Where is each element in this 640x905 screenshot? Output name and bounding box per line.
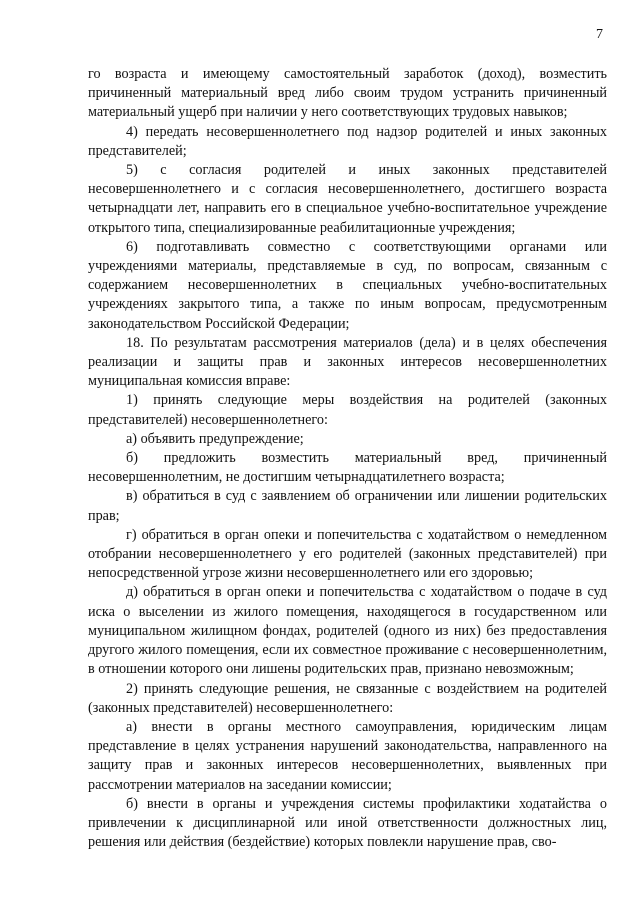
paragraph-subitem-2b: б) внести в органы и учреждения системы профилактики ходатайства о привлечении к дисциплинарной или иной ответственности должностных лиц, решения или действия (бездействие) которых повлекли нарушение прав, сво- [88, 795, 607, 851]
paragraph-subitem-1v: в) обратиться в суд с заявлением об ограничении или лишении родительских прав; [88, 488, 607, 524]
document-body [88, 65, 607, 852]
page-number: 7 [596, 27, 603, 42]
paragraph-subitem-2: 2) принять следующие решения, не связанные с воздействием на родителей (законных представителей) несовершеннолетнего: [88, 680, 607, 716]
paragraph-subitem-1g: г) обратиться в орган опеки и попечительства с ходатайством о немедленном отобрании несовершеннолетнего у его родителей (законных представителей) при непосредственной угрозе жизни несовершеннолетнего или его здоровью; [88, 526, 607, 582]
paragraph-item-4: 4) передать несовершеннолетнего под надзор родителей и иных законных представителей; [88, 123, 607, 159]
paragraph-subitem-1: 1) принять следующие меры воздействия на родителей (законных представителей) несовершеннолетнего: [88, 392, 607, 428]
paragraph-subitem-1d: д) обратиться в орган опеки и попечительства с ходатайством о подаче в суд иска о выселении из жилого помещения, находящегося в государственном или муниципальном жилищном фондах, родителей (одного из них) без предоставления другого жилого помещения, если их совместное проживание с несовершеннолетним, в отношении которого они лишены родительских прав, признано невозможным; [88, 584, 607, 678]
paragraph-subitem-1b: б) предложить возместить материальный вред, причиненный несовершеннолетним, не достигшим четырнадцатилетнего возраста; [88, 450, 607, 486]
paragraph-subitem-2a: а) внести в органы местного самоуправления, юридическим лицам представление в целях устранения нарушений законодательства, направленного на защиту прав и законных интересов несовершеннолетних, выявленных при рассмотрении материалов на заседании комиссии; [88, 718, 607, 793]
paragraph-subitem-1a: а) объявить предупреждение; [126, 430, 304, 447]
paragraph-section-18: 18. По результатам рассмотрения материалов (дела) и в целях обеспечения реализации и защиты прав и законных интересов несовершеннолетних муниципальная комиссия вправе: [88, 334, 607, 390]
paragraph-continuation: го возраста и имеющему самостоятельный заработок (доход), возместить причиненный материальный вред либо своим трудом устранить причиненный материальный ущерб при наличии у него соответствующих трудовых навыков; [88, 66, 607, 121]
paragraph-item-5: 5) с согласия родителей и иных законных представителей несовершеннолетнего и с согласия несовершеннолетнего, достигшего возраста четырнадцати лет, направить его в специальное учебно-воспитательное учреждение открытого типа, специализированные реабилитационные учреждения; [88, 162, 607, 236]
paragraph-item-6: 6) подготавливать совместно с соответствующими органами или учреждениями материалы, представляемые в суд, по вопросам, связанным с содержанием несовершеннолетних в специальных учебно-воспитательных учреждениях закрытого типа, а также по иным вопросам, предусмотренным законодательством Российской Федерации; [88, 238, 607, 332]
